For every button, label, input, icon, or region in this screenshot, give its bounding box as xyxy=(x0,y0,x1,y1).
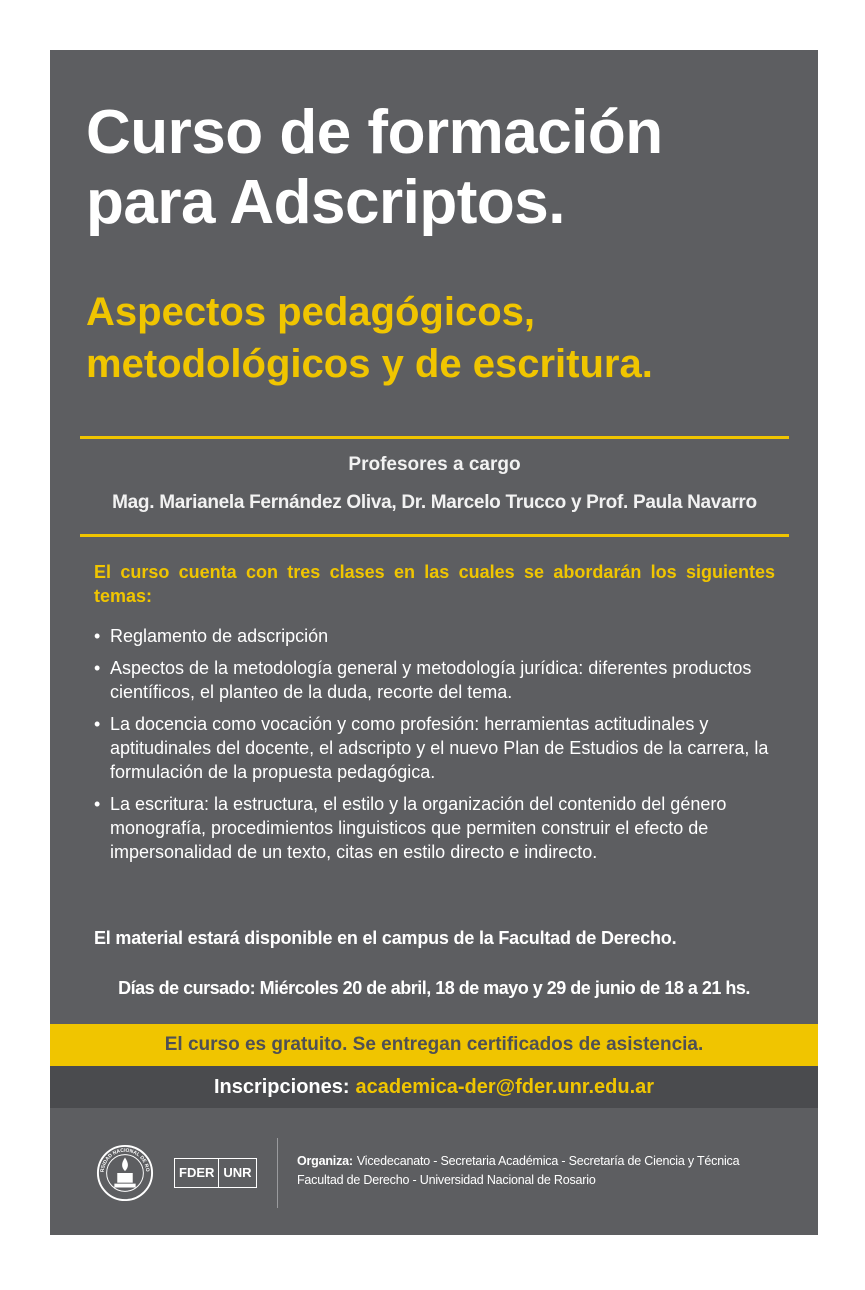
topics-list xyxy=(94,624,780,872)
professors-heading: Profesores a cargo xyxy=(348,454,521,475)
logo-unr: UNR xyxy=(218,1159,255,1187)
logo-fder: FDER xyxy=(179,1165,215,1180)
organizers xyxy=(297,1152,797,1190)
professors-names: Mag. Marianela Fernández Oliva, Dr. Marcelo Trucco y Prof. Paula Navarro xyxy=(112,492,757,513)
fder-unr-logo xyxy=(174,1158,257,1188)
course-dates: Días de cursado: Miércoles 20 de abril, 18 de mayo y 29 de junio de 18 a 21 hs. xyxy=(118,978,750,998)
university-seal-icon xyxy=(96,1144,154,1202)
seal-text: RSIDAD NACIONAL DE RO xyxy=(99,1147,151,1173)
divider-bottom xyxy=(80,534,789,537)
registration-email-link[interactable]: academica-der@fder.unr.edu.ar xyxy=(355,1075,655,1098)
course-title-line-2: para Adscriptos. xyxy=(86,168,565,237)
course-subtitle-line-2: metodológicos y de escritura. xyxy=(86,342,653,386)
free-course-banner xyxy=(50,1024,818,1066)
organizers-label: Organiza: xyxy=(297,1154,353,1168)
course-title-line-1: Curso de formación xyxy=(86,98,663,167)
divider-top xyxy=(80,436,789,439)
course-subtitle-line-1: Aspectos pedagógicos, xyxy=(86,290,535,334)
footer-divider xyxy=(277,1138,278,1208)
topics-intro: El curso cuenta con tres clases en las cuales se abordarán los siguientes temas: xyxy=(94,562,775,606)
list-item: • La docencia como vocación y como profesión: herramientas actitudinales y aptitudinales del docente, el adscripto y el nuevo Plan de Estudios de la carrera, la formulación de la propuesta pedagógica. xyxy=(94,712,780,784)
organizers-line-1: Vicedecanato - Secretaria Académica - Secretaría de Ciencia y Técnica xyxy=(356,1154,740,1168)
list-item: • Reglamento de adscripción xyxy=(94,624,780,648)
course-title xyxy=(86,98,806,238)
list-item: • Aspectos de la metodología general y metodología jurídica: diferentes productos científicos, el planteo de la duda, recorte del tema. xyxy=(94,656,780,704)
registration-banner xyxy=(50,1066,818,1108)
course-subtitle xyxy=(86,286,806,390)
material-note: El material estará disponible en el campus de la Facultad de Derecho. xyxy=(94,928,677,948)
poster xyxy=(50,50,818,1235)
list-item: • La escritura: la estructura, el estilo y la organización del contenido del género monografía, procedimientos linguisticos que permiten construir el efecto de impersonalidad de un texto, citas en estilo directo e indirecto. xyxy=(94,792,780,864)
free-course-text: El curso es gratuito. Se entregan certificados de asistencia. xyxy=(164,1034,704,1055)
organizers-line-2: Facultad de Derecho - Universidad Nacional de Rosario xyxy=(297,1173,596,1187)
registration-label: Inscripciones: xyxy=(213,1075,350,1098)
